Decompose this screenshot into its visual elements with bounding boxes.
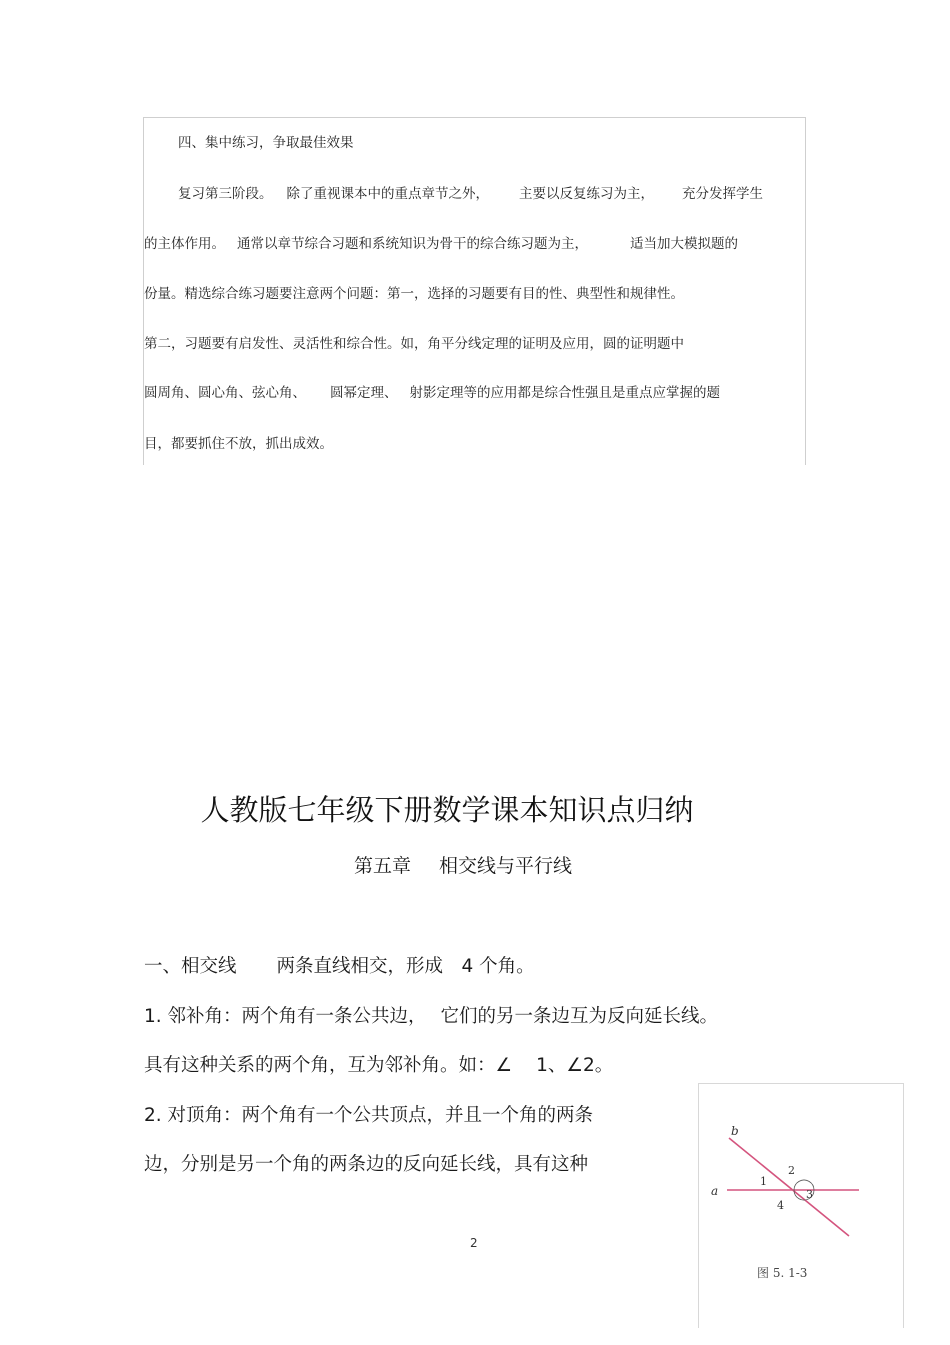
intersecting-lines-figure <box>698 1083 904 1328</box>
document-title: 人教版七年级下册数学课本知识点归纳 <box>200 793 694 827</box>
angle-label-1: 1 <box>760 1175 767 1188</box>
chapter-number: 第五章 <box>354 855 412 877</box>
line-b <box>729 1138 849 1236</box>
angle-label-4: 4 <box>777 1199 784 1212</box>
intersecting-lines-diagram <box>699 1084 905 1329</box>
tips-paragraph-line: 圆周角、圆心角、弦心角、 圆幂定理、 射影定理等的应用都是综合性强且是重点应掌握的题 <box>144 385 720 401</box>
figure-caption: 图 5. 1-3 <box>757 1266 808 1280</box>
chapter-name: 相交线与平行线 <box>439 855 573 877</box>
line-b-label: b <box>731 1124 739 1138</box>
angle-label-2: 2 <box>788 1164 795 1177</box>
angle-label-3: 3 <box>806 1188 813 1201</box>
tips-paragraph-line: 的主体作用。 通常以章节综合习题和系统知识为骨干的综合练习题为主， 适当加大模拟题的 <box>144 236 738 252</box>
tips-paragraph-line: 份量。精选综合练习题要注意两个问题：第一，选择的习题要有目的性、典型性和规律性。 <box>144 286 684 302</box>
tips-paragraph-line: 复习第三阶段。 除了重视课本中的重点章节之外， 主要以反复练习为主， 充分发挥学生 <box>178 186 763 202</box>
tips-heading: 四、集中练习，争取最佳效果 <box>178 135 354 151</box>
definition-line: 1. 邻补角：两个角有一条公共边， 它们的另一条边互为反向延长线。 <box>144 1006 719 1027</box>
definition-line: 2. 对顶角：两个角有一个公共顶点，并且一个角的两条 <box>144 1105 594 1126</box>
section-heading: 一、相交线 两条直线相交，形成 4 个角。 <box>144 956 535 977</box>
chapter-heading <box>354 854 572 878</box>
tips-paragraph-line: 第二，习题要有启发性、灵活性和综合性。如，角平分线定理的证明及应用，圆的证明题中 <box>144 336 684 352</box>
page-number: 2 <box>470 1236 478 1250</box>
line-a-label: a <box>711 1184 719 1198</box>
definition-line: 边，分别是另一个角的两条边的反向延长线，具有这种 <box>144 1154 589 1175</box>
tips-paragraph-line: 目，都要抓住不放，抓出成效。 <box>144 436 333 452</box>
definition-line: 具有这种关系的两个角，互为邻补角。如：∠ 1、∠2。 <box>144 1055 614 1076</box>
